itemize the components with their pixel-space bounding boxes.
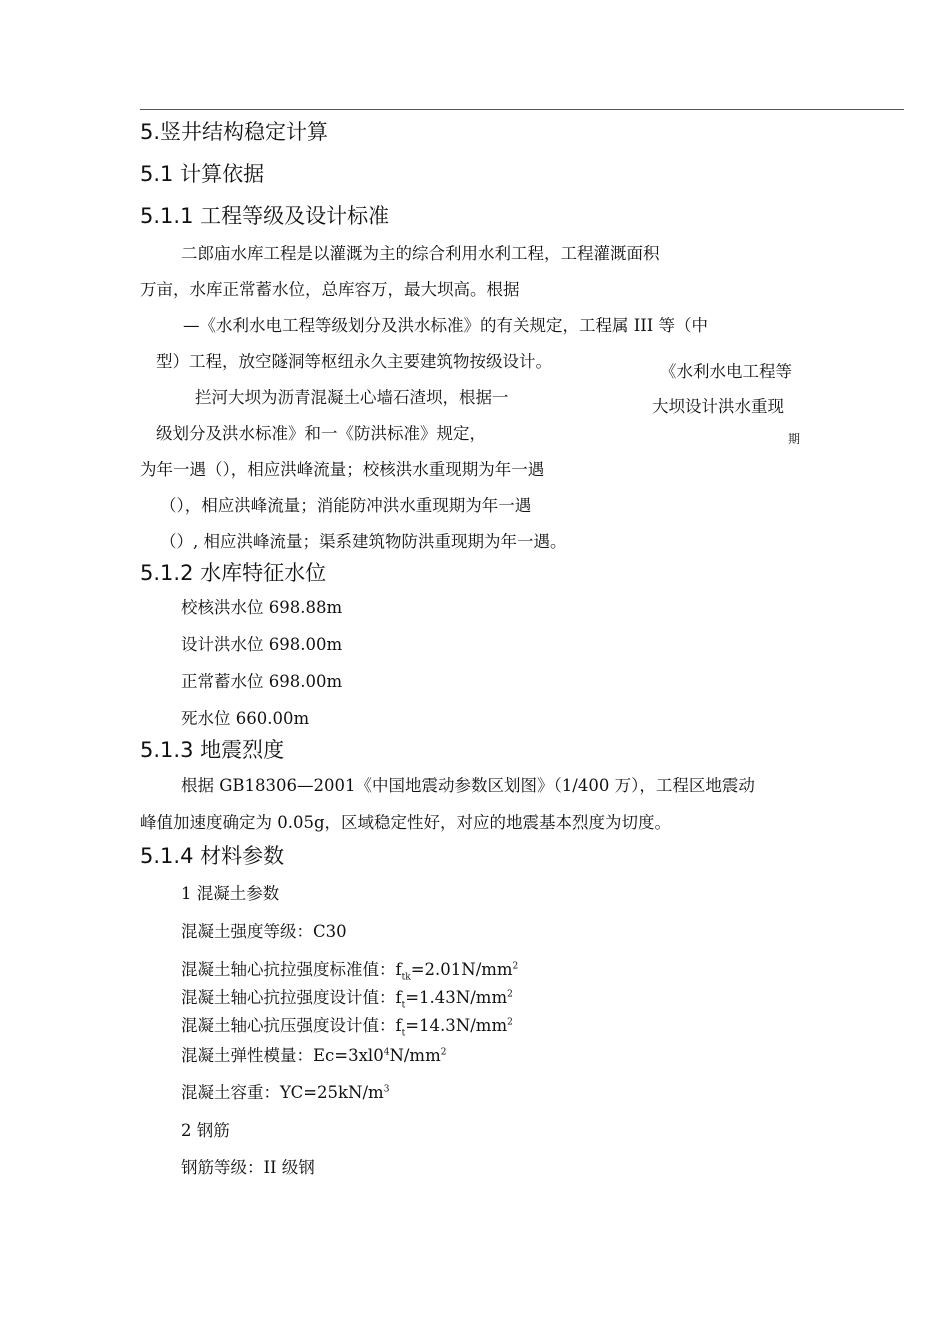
side-text-line: 《水利水电工程等 <box>660 362 792 381</box>
paragraph-line: —《水利水电工程等级划分及洪水标准》的有关规定，工程属 III 等（中 <box>183 316 709 335</box>
material-param <box>181 1085 389 1102</box>
water-level-item: 设计洪水位 698.00m <box>181 635 343 654</box>
paragraph-line: （）, 相应洪峰流量；渠系建筑物防洪重现期为年一遇。 <box>160 532 567 551</box>
param-value: =2.01N/mm <box>410 960 513 979</box>
superscript: 2 <box>512 961 519 972</box>
paragraph-line: 级划分及洪水标准》和一《防洪标准》规定， <box>156 424 486 443</box>
param-label: 混凝土容重：YC=25kN/m <box>181 1083 384 1102</box>
paragraph-line: 根据 GB18306—2001《中国地震动参数区划图》（1/400 万），工程区地震动 <box>181 776 755 795</box>
section-heading-5-1-2: 5.1.2 水库特征水位 <box>140 561 327 585</box>
material-param <box>181 988 513 1011</box>
material-group-label: 2 钢筋 <box>181 1121 230 1140</box>
superscript: 2 <box>440 1047 447 1058</box>
section-heading-5-1-4: 5.1.4 材料参数 <box>140 844 285 868</box>
param-label: 混凝土轴心抗拉强度标准值：f <box>181 960 402 979</box>
param-value: =14.3N/mm <box>405 1016 508 1035</box>
param-value: N/mm <box>389 1046 441 1065</box>
paragraph-line: 峰值加速度确定为 0.05g，区域稳定性好，对应的地震基本烈度为切度。 <box>140 813 672 832</box>
superscript: 2 <box>507 989 513 1000</box>
material-param <box>181 1016 513 1039</box>
superscript: 4 <box>383 1047 390 1058</box>
paragraph-line: 万亩，水库正常蓄水位，总库容万，最大坝高。根据 <box>140 280 520 299</box>
param-label: 混凝土弹性模量：Ec=3xl0 <box>181 1046 384 1065</box>
water-level-item: 正常蓄水位 698.00m <box>181 672 343 691</box>
material-param: 混凝土强度等级：C30 <box>181 922 347 941</box>
subscript: tk <box>401 972 411 983</box>
paragraph-line: 拦河大坝为沥青混凝土心墙石渣坝，根据一 <box>195 388 509 407</box>
paragraph-line: 型）工程，放空隧洞等枢纽永久主要建筑物按级设计。 <box>156 352 552 371</box>
water-level-item: 死水位 660.00m <box>181 709 310 728</box>
material-param <box>181 960 519 983</box>
material-param <box>181 1048 446 1065</box>
superscript: 3 <box>383 1084 390 1095</box>
section-heading-5: 5.竖井结构稳定计算 <box>140 120 329 144</box>
param-label: 混凝土轴心抗拉强度设计值：f <box>181 988 402 1007</box>
paragraph-line: 为年一遇（），相应洪峰流量；校核洪水重现期为年一遇 <box>140 460 545 479</box>
side-text-line: 期 <box>788 432 801 446</box>
section-heading-5-1-1: 5.1.1 工程等级及设计标准 <box>140 204 390 228</box>
section-heading-5-1-3: 5.1.3 地震烈度 <box>140 738 285 762</box>
header-rule <box>140 109 904 110</box>
paragraph-line: 二郎庙水库工程是以灌溉为主的综合利用水利工程，工程灌溉面积 <box>181 244 660 263</box>
section-heading-5-1: 5.1 计算依据 <box>140 162 265 186</box>
paragraph-line: （），相应洪峰流量；消能防冲洪水重现期为年一遇 <box>160 496 532 515</box>
param-value: =1.43N/mm <box>405 988 508 1007</box>
water-level-item: 校核洪水位 698.88m <box>181 598 343 617</box>
side-text-line: 大坝设计洪水重现 <box>652 397 784 416</box>
material-param: 钢筋等级：II 级钢 <box>181 1158 315 1177</box>
superscript: 2 <box>507 1017 513 1028</box>
material-group-label: 1 混凝土参数 <box>181 884 280 903</box>
param-label: 混凝土轴心抗压强度设计值：f <box>181 1016 402 1035</box>
subscript: t <box>401 1000 406 1011</box>
subscript: t <box>401 1028 406 1039</box>
